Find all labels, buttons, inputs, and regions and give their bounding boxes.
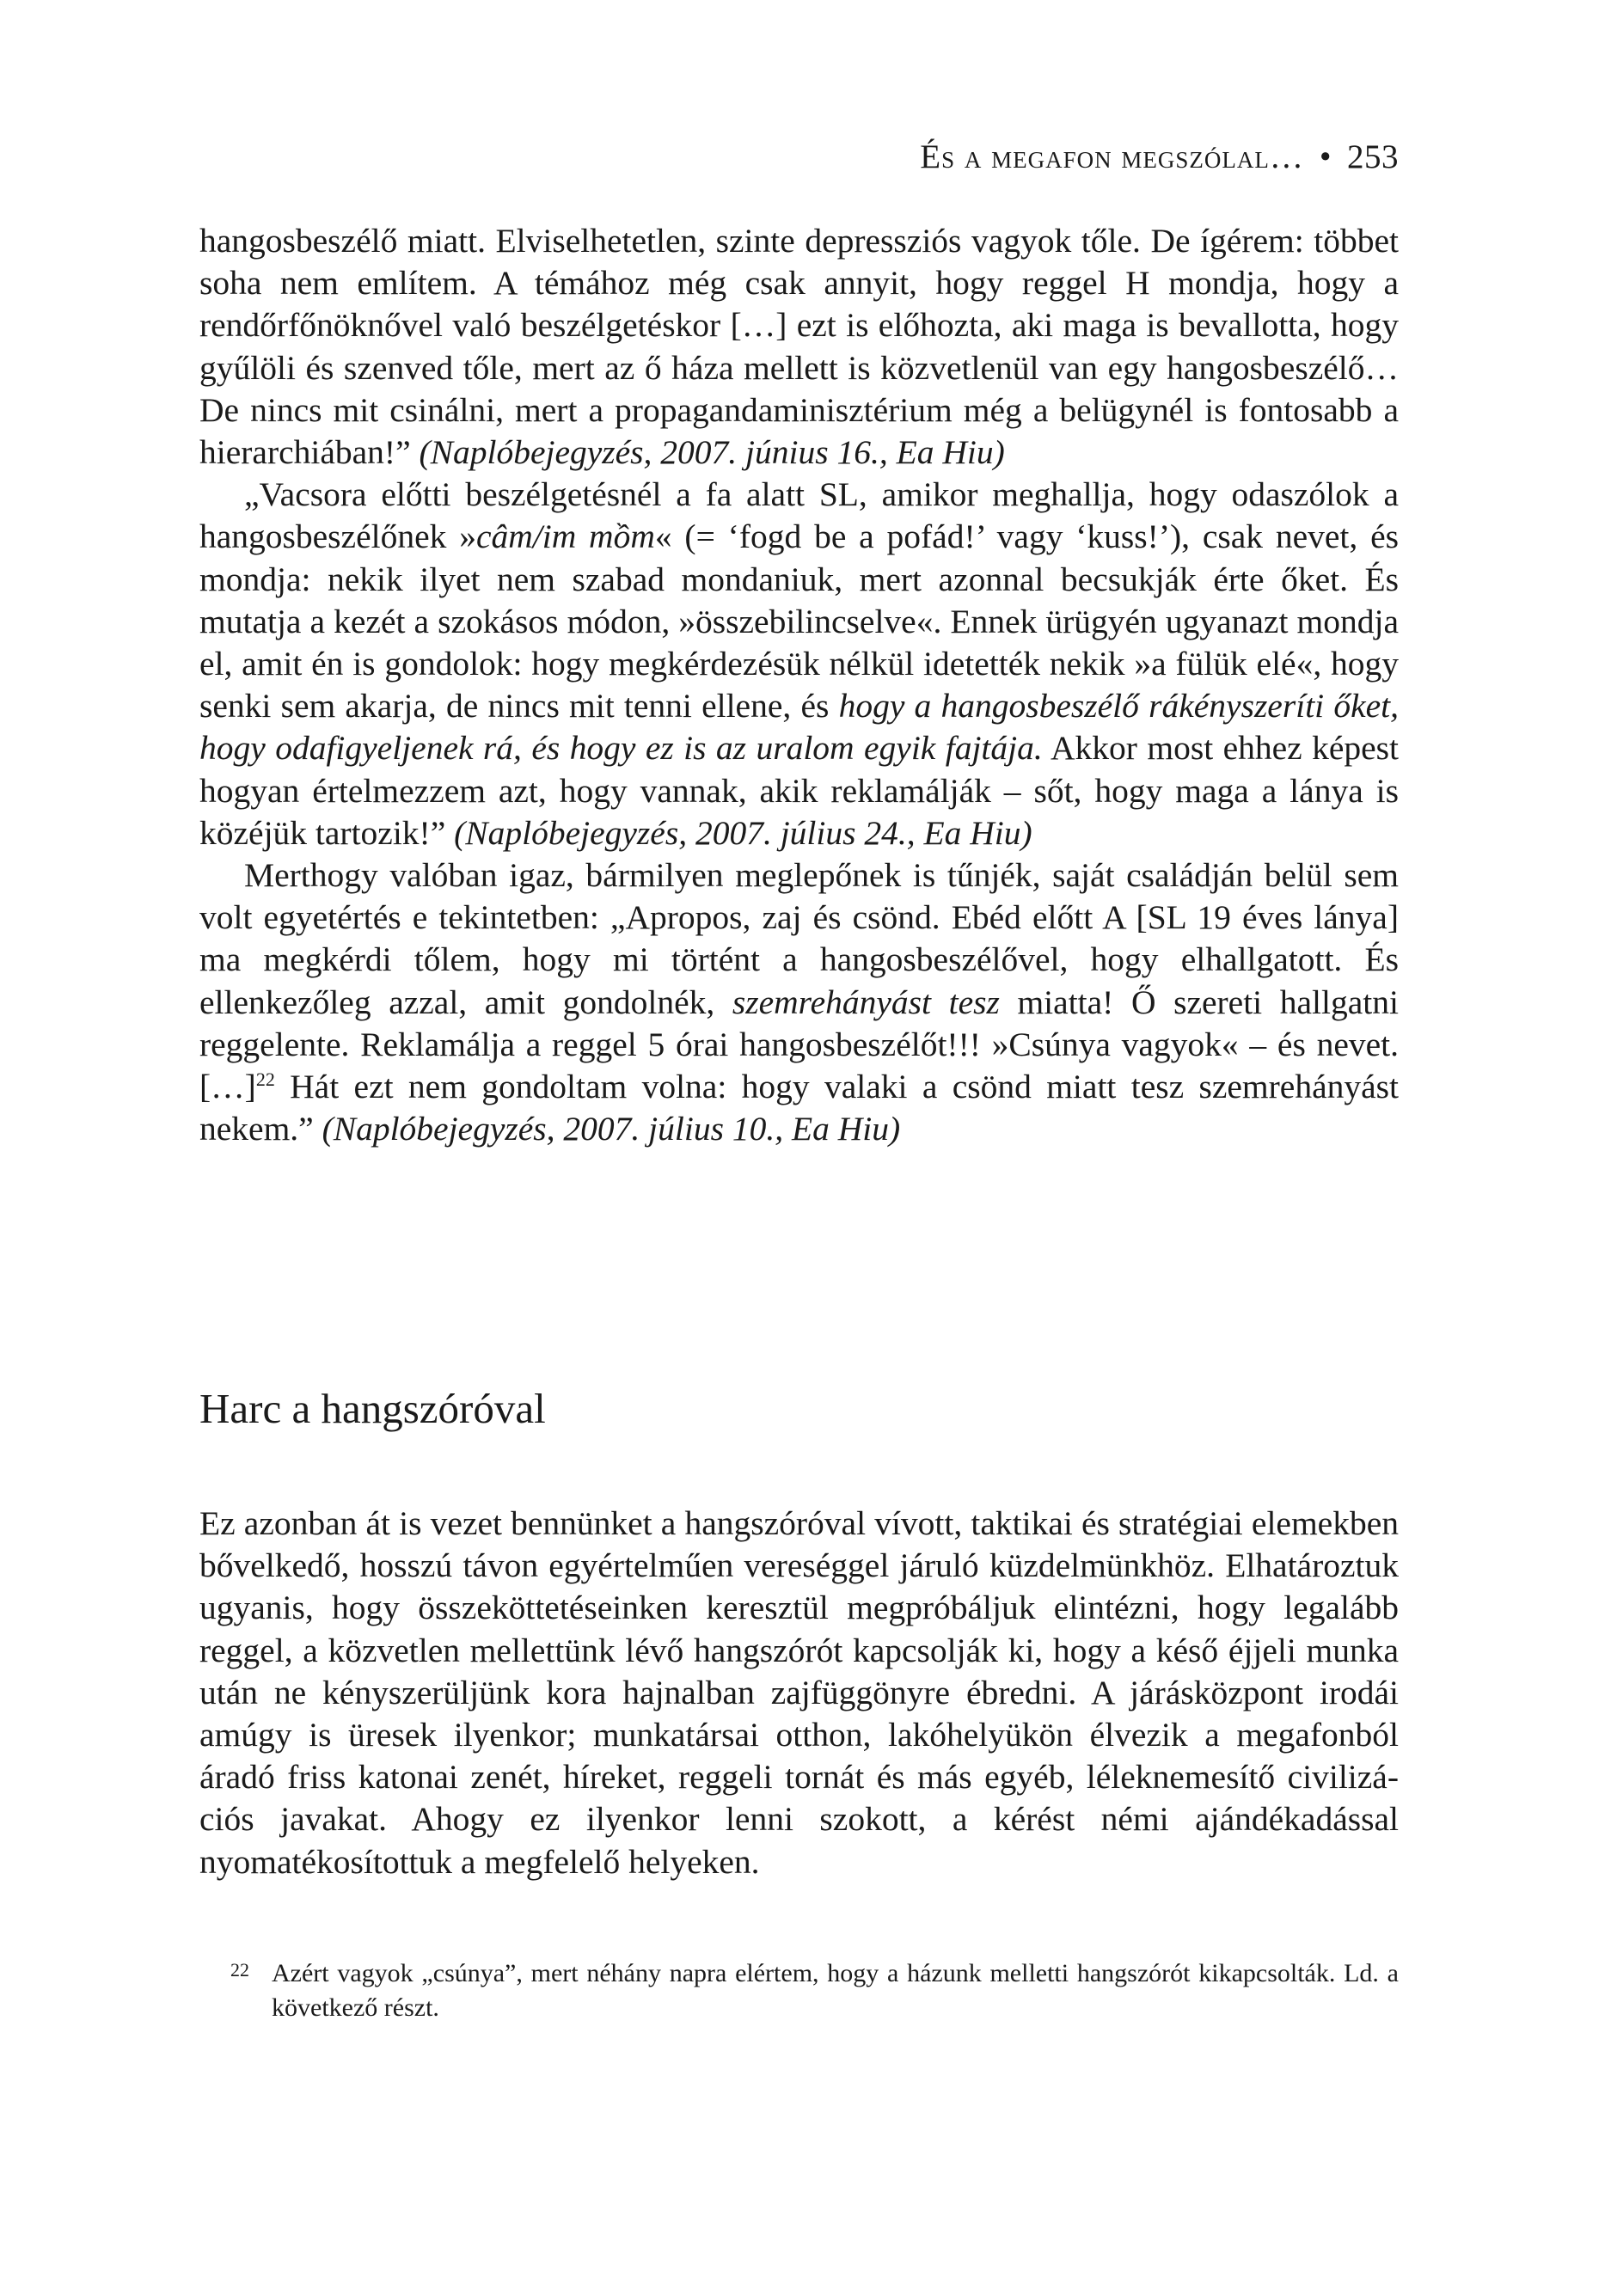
paragraph-1-text: hangosbeszélő miatt. Elviselhetetlen, szinte depressziós vagyok tőle. De ígérem: többet soha nem említem. A témához még csak annyit, hogy reggel H mondja, hogy a rendőrfőnöknővel való beszélgetéskor […] ezt is előhozta, aki maga is bevallotta, hogy gyűlöli és szenved tőle, mert az ő háza mellett is közvetlenül van egy hangosbeszélő… De nincs mit csinálni, mert a propagandaminisztérium még a belügynél is fontosabb a hierarchiában!” (199, 222, 1399, 472)
paragraph-2-part-2: « (= ‘fogd be a pofád!’ vagy ‘kuss!’), csak nevet, és mondja: nekik ilyet nem szabad mondaniuk, mert azonnal becsukják érte őket. És mutatja a kezét a szokásos módon, »összebilincselve«. Ennek ürügyén ugyanazt mondja el, amit én is gondolok: hogy megkérdezésük nélkül idetették nekik »a fülük elé«, hogy senki sem akarja, de nincs mit tenni ellene, és (199, 517, 1399, 726)
paragraph-3-emphasis: szemrehányást tesz (732, 983, 1000, 1021)
paragraph-1 (199, 220, 1399, 474)
page-number: 253 (1347, 138, 1399, 175)
paragraph-2-emphasis: hogy a hangosbeszélő rákényszeríti őket, hogy odafigyeljenek rá, és hogy ez is az uralom egyik fajtája. (199, 687, 1400, 768)
citation-3: (Naplóbejegyzés, 2007. július 10., Ea Hiu) (322, 1110, 901, 1148)
section-heading: Harc a hangszóróval (199, 1385, 546, 1432)
paragraph-3-part-3: Hát ezt nem gondoltam volna: hogy valaki a csönd miatt tesz szemrehányást nekem.” (199, 1068, 1399, 1148)
footnote-number: 22 (230, 1959, 249, 1981)
vietnamese-phrase: câm/im mồm (475, 517, 655, 556)
paragraph-3-part-2: miatta! Ő szereti hallgatni reggelente. Reklamálja a reggel 5 órai hangosbeszélőt!!! »Csúnya vagyok« – és nevet. […] (199, 983, 1399, 1106)
paragraph-2-part-1: „Vacsora előtti beszélgetésnél a fa alatt SL, amikor meghallja, hogy odaszólok a hangosbeszélőnek » (199, 475, 1399, 556)
paragraph-3-part-1: Merthogy valóban igaz, bármilyen meglepőnek is tűnjék, saját családján belül sem volt egyetértés e tekintetben: „Apropos, zaj és csönd. Ebéd előtt A [SL 19 éves lánya] ma megkérdi tőlem, hogy mi történt a hangosbeszélővel, hogy elhallgatott. És ellenkezőleg azzal, amit gondolnék, (199, 856, 1399, 1021)
body-text-upper (199, 220, 1399, 1150)
paragraph-4: Ez azonban át is vezet bennünket a hangszóróval vívott, taktikai és stratégiai elemekben bővelkedő, hosszú távon egyértelműen vereséggel járuló küzdelmünkhöz. Elhatároztuk ugyanis, hogy összeköttetéseinken keresztül megpróbáljuk elintézni, hogy legalább reggel, a közvetlen mellettünk lévő hangszórót kapcsolják ki, hogy a késő éjjeli munka után ne kényszerüljünk kora hajnalban zajfüggönyre ébredni. A járásközpont irodái amúgy is üresek ilyenkor; munkatársai otthon, lakóhelyükön élvezik a megafonból áradó friss katonai zenét, híreket, reggeli tornát és más egyéb, léleknemesítő civilizációs javakat. Ahogy ez ilyenkor lenni szokott, a kérést némi ajándékadással nyomatékosítottuk a megfelelő helyeken. (199, 1504, 1399, 1881)
citation-1: (Naplóbejegyzés, 2007. június 16., Ea Hiu) (419, 433, 1005, 472)
citation-2: (Naplóbejegyzés, 2007. július 24., Ea Hiu) (454, 813, 1032, 852)
paragraph-3 (199, 854, 1399, 1150)
footnote (199, 1956, 1399, 2025)
body-text-lower (199, 1503, 1399, 1883)
paragraph-2-part-3: Akkor most ehhez képest hogyan értelmezzem azt, hogy vannak, akik reklamálják – sőt, hogy maga a lánya is közéjük tartozik!” (199, 729, 1400, 852)
running-head (199, 138, 1399, 176)
paragraph-2 (199, 474, 1399, 854)
footnote-reference[interactable]: 22 (255, 1068, 275, 1091)
running-head-title: És a megafon megszólal… (920, 138, 1304, 175)
bullet-separator: • (1319, 138, 1332, 175)
footnote-text: Azért vagyok „csúnya”, mert néhány napra elértem, hogy a házunk melletti hangszórót kikapcsolták. Ld. a következő részt. (272, 1959, 1399, 2022)
